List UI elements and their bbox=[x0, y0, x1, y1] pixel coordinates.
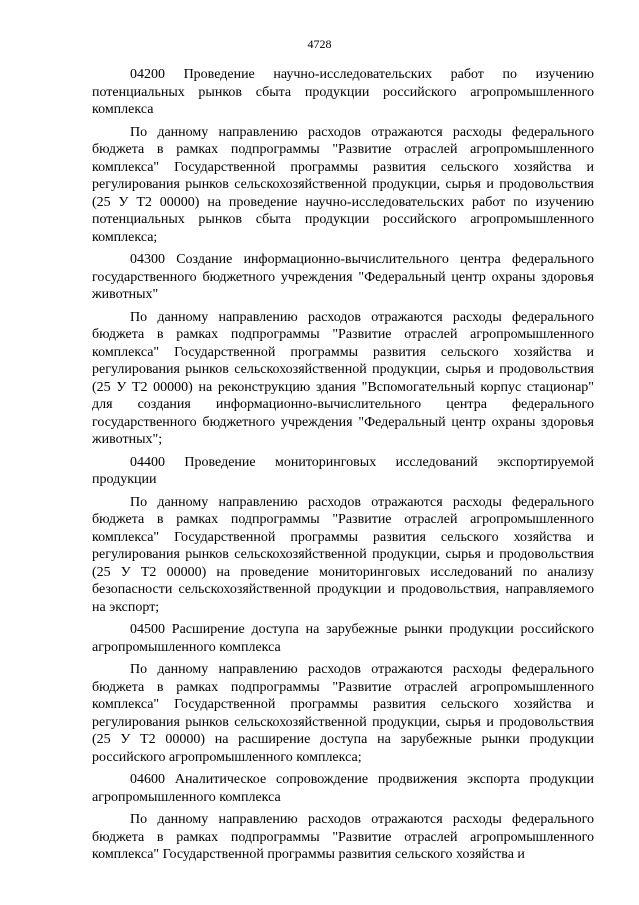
heading-04400: 04400 Проведение мониторинговых исследований экспортируемой продукции bbox=[92, 454, 594, 487]
document-body bbox=[92, 66, 594, 869]
heading-04600: 04600 Аналитическое сопровождение продвижения экспорта продукции агропромышленного комплекса bbox=[92, 772, 594, 805]
description-04200: По данному направлению расходов отражаются расходы федерального бюджета в рамках подпрограммы "Развитие отраслей агропромышленного комплекса" Государственной программы развития сельского хозяйства и регулирования рынков сельскохозяйственной продукции, сырья и продовольствия (25 У Т2 00000) на проведение научно-исследовательских работ по изучению потенциальных рынков сбыта продукции российского агропромышленного комплекса; bbox=[92, 124, 594, 245]
description-04500: По данному направлению расходов отражаются расходы федерального бюджета в рамках подпрограммы "Развитие отраслей агропромышленного комплекса" Государственной программы развития сельского хозяйства и регулирования рынков сельскохозяйственной продукции, сырья и продовольствия (25 У Т2 00000) на расширение доступа на зарубежные рынки продукции российского агропромышленного комплекса; bbox=[92, 662, 594, 765]
heading-04200: 04200 Проведение научно-исследовательских работ по изучению потенциальных рынков сбыта продукции российского агропромышленного комплекса bbox=[92, 67, 594, 117]
page-number: 4728 bbox=[307, 37, 332, 51]
description-04600: По данному направлению расходов отражаются расходы федерального бюджета в рамках подпрограммы "Развитие отраслей агропромышленного комплекса" Государственной программы развития сельского хозяйства и bbox=[92, 812, 594, 862]
description-04300: По данному направлению расходов отражаются расходы федерального бюджета в рамках подпрограммы "Развитие отраслей агропромышленного комплекса" Государственной программы развития сельского хозяйства и регулирования рынков сельскохозяйственной продукции, сырья и продовольствия (25 У Т2 00000) на реконструкцию здания "Вспомогательный корпус стационар" для создания информационно-вычислительного центра федерального государственного бюджетного учреждения "Федеральный центр охраны здоровья животных"; bbox=[92, 309, 594, 447]
heading-04500: 04500 Расширение доступа на зарубежные рынки продукции российского агропромышленного комплекса bbox=[92, 622, 594, 655]
heading-04300: 04300 Создание информационно-вычислительного центра федерального государственного бюджетного учреждения "Федеральный центр охраны здоровья животных" bbox=[92, 252, 594, 302]
description-04400: По данному направлению расходов отражаются расходы федерального бюджета в рамках подпрограммы "Развитие отраслей агропромышленного комплекса" Государственной программы развития сельского хозяйства и регулирования рынков сельскохозяйственной продукции, сырья и продовольствия (25 У Т2 00000) на проведение мониторинговых исследований по анализу безопасности сельскохозяйственной продукции и продовольствия, направляемого на экспорт; bbox=[92, 494, 594, 615]
